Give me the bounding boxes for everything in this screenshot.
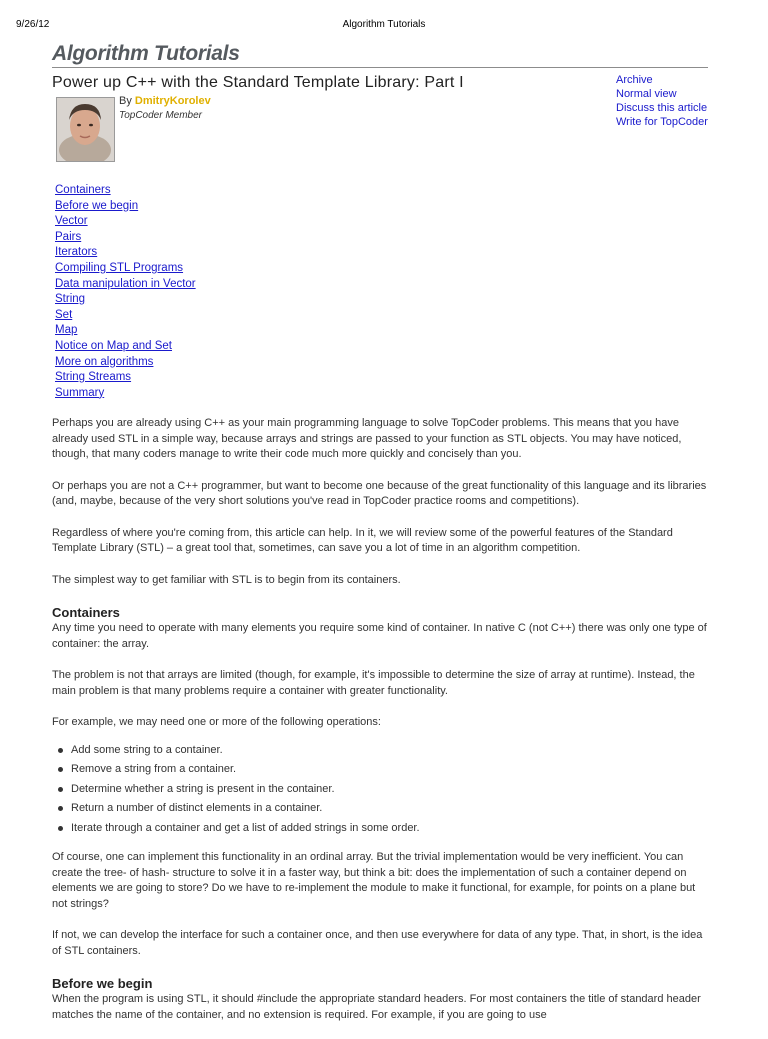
normal-view-link[interactable]: Normal view	[616, 88, 677, 100]
intro-paragraph: Regardless of where you're coming from, this article can help. In it, we will review some of the powerful features of the Standard Template Library (STL) – a great tool that, sometimes, can save you a lot of time in an algorithm competition.	[52, 526, 673, 554]
article-title: Power up C++ with the Standard Template Library: Part I	[52, 74, 464, 91]
list-item-text: Remove a string from a container.	[71, 763, 237, 775]
author-role: TopCoder Member	[119, 110, 203, 121]
byline	[119, 95, 211, 107]
intro-paragraph: The simplest way to get familiar with STL is to begin from its containers.	[52, 573, 401, 586]
toc-link-iterators[interactable]: Iterators	[55, 246, 98, 259]
toc-link-containers[interactable]: Containers	[55, 184, 111, 196]
toc-link-pairs[interactable]: Pairs	[55, 230, 82, 243]
section-heading-containers: Containers	[52, 605, 120, 620]
paragraph: Of course, one can implement this functionality in an ordinal array. But the trivial implementation would be very inefficient. You can create the tree- of hash- structure to solve it in a faster way, but think a bit: does the implementation of such a container depend on elements we are going to store? Do we have to re-implement the module to make it functional, for example, for points on a plane but not strings?	[52, 851, 696, 910]
discuss-article-link[interactable]: Discuss this article	[616, 102, 708, 114]
section-heading-before-we-begin: Before we begin	[52, 976, 153, 991]
list-item	[52, 819, 708, 839]
paragraph: If not, we can develop the interface for such a container once, and then use everywhere for data of any type. That, in short, is the idea of STL containers.	[52, 929, 703, 957]
toc-link-vector[interactable]: Vector	[55, 215, 88, 228]
paragraph: For example, we may need one or more of the following operations:	[52, 716, 381, 728]
toc-link-compiling-stl[interactable]: Compiling STL Programs	[55, 261, 184, 274]
toc-link-string[interactable]: String	[55, 293, 86, 306]
archive-link[interactable]: Archive	[616, 74, 653, 86]
print-date: 9/26/12	[16, 19, 50, 30]
toc-link-notice-map-set[interactable]: Notice on Map and Set	[55, 339, 172, 352]
author-photo-image	[57, 98, 114, 161]
list-item	[52, 799, 708, 819]
author-name-link[interactable]: DmitryKorolev	[134, 95, 211, 107]
side-links	[616, 73, 708, 129]
list-item	[52, 741, 708, 761]
list-item-text: Add some string to a container.	[71, 743, 223, 756]
intro-paragraph: Perhaps you are already using C++ as your main programming language to solve TopCoder problems. This means that you have already used STL in a simple way, because arrays and strings are passed to your function as STL objects. You may have noticed, though, that many coders manage to write their code much more quickly and concisely than you.	[52, 417, 682, 460]
toc-link-data-manipulation[interactable]: Data manipulation in Vector	[55, 277, 196, 290]
author-photo	[56, 97, 115, 162]
print-title: Algorithm Tutorials	[342, 19, 426, 30]
bullet-icon	[58, 826, 63, 831]
list-item	[52, 760, 708, 780]
bullet-icon	[58, 767, 63, 772]
title-divider	[52, 67, 708, 68]
toc-link-set[interactable]: Set	[55, 308, 73, 321]
write-for-topcoder-link[interactable]: Write for TopCoder	[616, 116, 708, 128]
list-item-text: Iterate through a container and get a list of added strings in some order.	[71, 821, 420, 834]
list-item-text: Determine whether a string is present in the container.	[71, 782, 335, 795]
list-item-text: Return a number of distinct elements in a container.	[71, 802, 323, 814]
list-item	[52, 780, 708, 800]
table-of-contents	[55, 183, 196, 401]
bullet-icon	[58, 806, 63, 811]
bullet-icon	[58, 748, 63, 753]
operations-list	[52, 741, 708, 839]
article-body	[52, 416, 708, 1039]
byline-prefix: By	[119, 95, 132, 107]
intro-paragraph: Or perhaps you are not a C++ programmer, but want to become one because of the great functionality of this language and its libraries (and, maybe, because of the very short solutions you've read in TopCoder practice rooms and competitions).	[52, 479, 707, 507]
bullet-icon	[58, 787, 63, 792]
paragraph: The problem is not that arrays are limited (though, for example, it's impossible to determine the size of array at runtime). Instead, the main problem is that many problems require a container with greater functionality.	[52, 669, 695, 697]
paragraph: Any time you need to operate with many elements you require some kind of container. In native C (not C++) there was only one type of container: the array.	[52, 622, 707, 650]
toc-link-more-algorithms[interactable]: More on algorithms	[55, 355, 154, 368]
toc-link-string-streams[interactable]: String Streams	[55, 371, 132, 384]
toc-link-map[interactable]: Map	[55, 324, 78, 337]
site-title: Algorithm Tutorials	[52, 42, 240, 65]
toc-link-before-we-begin[interactable]: Before we begin	[55, 199, 139, 212]
toc-link-summary[interactable]: Summary	[55, 386, 105, 399]
print-header	[0, 19, 768, 33]
paragraph: When the program is using STL, it should #include the appropriate standard headers. For most containers the title of standard header matches the name of the container, and no extension is required. For example, if you are going to use	[52, 993, 701, 1021]
